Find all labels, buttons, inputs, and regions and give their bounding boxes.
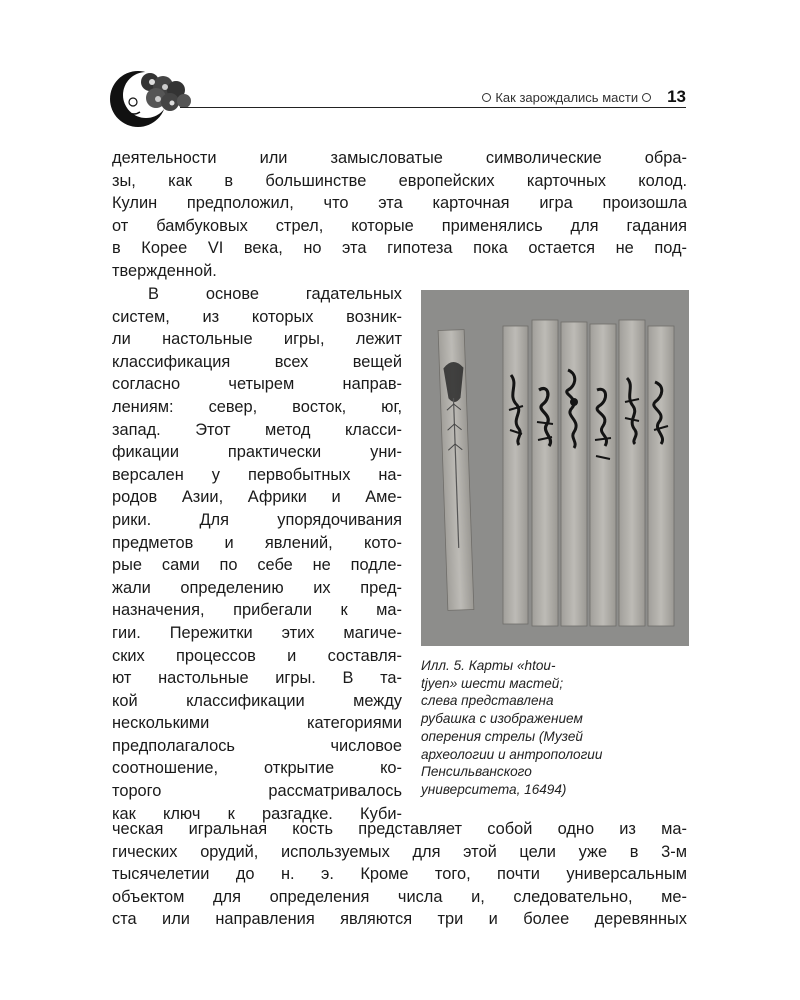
- suit-card: [503, 326, 528, 624]
- text-line: несколькими категориями: [112, 714, 402, 733]
- text-line: версален у первобытных на-: [112, 465, 402, 484]
- text-line: жали определению их пред-: [112, 578, 402, 597]
- text-line: предполагалось числовое: [112, 736, 402, 755]
- text-line: ли настольные игры, лежит: [112, 330, 402, 349]
- text-line: деятельности или замысловатые символические обра-: [112, 149, 687, 167]
- text-line: ста или направления являются три и более деревянных: [112, 910, 687, 929]
- page-number: 13: [667, 87, 686, 106]
- caption-line: археологии и антропологии: [421, 746, 603, 762]
- text-line: рики. Для упорядочивания: [112, 510, 402, 529]
- caption-line: Илл. 5. Карты «htou-: [421, 658, 556, 673]
- bullet-icon: [482, 93, 491, 102]
- paragraph-divination: [112, 283, 402, 825]
- text-line: Кулин предположил, что эта карточная игра произошла: [112, 194, 687, 213]
- text-line: рые сами по себе не подле-: [112, 556, 402, 575]
- running-title: Как зарождались масти: [495, 89, 639, 105]
- text-line: классификация всех вещей: [112, 352, 402, 371]
- text-line: систем, из которых возник-: [112, 307, 402, 326]
- caption-line: рубашка с изображением: [421, 711, 583, 727]
- suit-card: [619, 320, 645, 626]
- text-line: ческая игральная кость представляет собой одно из ма-: [112, 820, 687, 838]
- moon-logo-icon: [108, 68, 194, 130]
- text-line: запад. Этот метод класси-: [112, 420, 402, 439]
- text-line: соотношение, открытие ко-: [112, 759, 402, 778]
- caption-line: оперения стрелы (Музей: [421, 728, 583, 744]
- text-line: предметов и явлений, кото-: [112, 533, 402, 552]
- text-line: согласно четырем направ-: [112, 375, 402, 394]
- text-line: родов Азии, Африки и Аме-: [112, 488, 402, 507]
- text-line: тысячелетии до н. э. Кроме того, почти универсальным: [112, 865, 687, 884]
- text-line: назначения, прибегали к ма-: [112, 601, 402, 620]
- caption-line: слева представлена: [421, 693, 554, 709]
- suit-card: [561, 322, 587, 626]
- caption-line: tjyen» шести мастей;: [421, 675, 564, 691]
- figure-caption: [421, 657, 683, 799]
- text-line: ют настольные игры. В та-: [112, 669, 402, 688]
- text-line: ских процессов и составля-: [112, 646, 402, 665]
- text-line: зы, как в большинстве европейских карточных колод.: [112, 171, 687, 190]
- text-line: как ключ к разгадке. Куби-: [112, 804, 402, 823]
- text-line: от бамбуковых стрел, которые применялись для гадания: [112, 216, 687, 235]
- figure-photo-cards: [421, 290, 689, 646]
- caption-line: университета, 16494): [421, 781, 567, 797]
- text-line: гии. Пережитки этих магиче-: [112, 623, 402, 642]
- caption-line: Пенсильванского: [421, 764, 532, 780]
- suit-card: [532, 320, 558, 626]
- text-line: твержденной.: [112, 261, 217, 280]
- text-line: лениям: север, восток, юг,: [112, 397, 402, 416]
- paragraph-dice: [112, 818, 687, 931]
- text-line: В основе гадательных: [148, 285, 402, 303]
- text-line: объектом для определения числа и, следовательно, ме-: [112, 887, 687, 906]
- text-line: кой классификации между: [112, 691, 402, 710]
- running-head: [448, 87, 686, 107]
- text-line: фикации практически уни-: [112, 443, 402, 462]
- text-line: торого рассматривалось: [112, 782, 402, 801]
- text-line: гических орудий, используемых для этой цели уже в 3-м: [112, 842, 687, 861]
- suit-card: [590, 324, 616, 626]
- header-rule: [180, 107, 686, 108]
- suit-card: [648, 326, 674, 626]
- text-line: в Корее VI века, но эта гипотеза пока остается не под-: [112, 239, 687, 258]
- paragraph-continuation: [112, 147, 687, 283]
- bullet-icon: [642, 93, 651, 102]
